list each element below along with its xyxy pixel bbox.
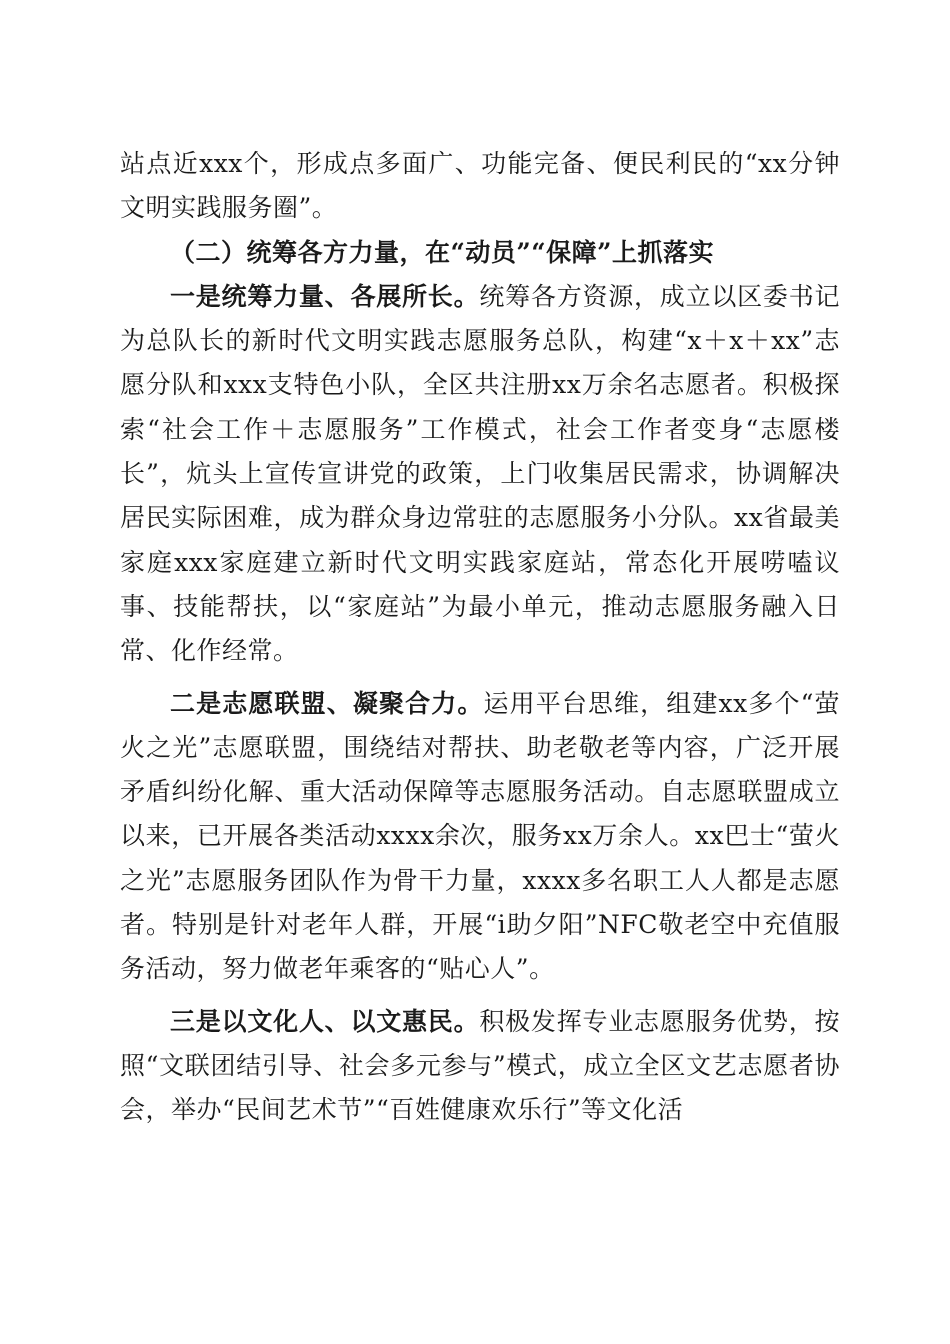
paragraph-3-body: 积极发挥专业志愿服务优势，按照“文联团结引导、社会多元参与”模式，成立全区文艺志愿者协会，举办“民间艺术节”“百姓健康欢乐行”等文化活	[120, 1006, 840, 1125]
document-body	[120, 142, 840, 1133]
section-heading: （二）统筹各方力量，在“动员”“保障”上抓落实	[170, 237, 715, 267]
paragraph-2-body: 运用平台思维，组建xx多个“萤火之光”志愿联盟，围绕结对帮扶、助老敬老等内容，广泛开展矛盾纠纷化解、重大活动保障等志愿服务活动。自志愿联盟成立以来，已开展各类活动xxxx余次，服务xx万余人。xx巴士“萤火之光”志愿服务团队作为骨干力量，xxxx多名职工人人都是志愿者。特别是针对老年人群，开展“i助夕阳”NFC敬老空中充值服务活动，努力做老年乘客的“贴心人”。	[120, 688, 840, 984]
paragraph-2	[120, 682, 840, 992]
paragraph-3-lead: 三是以文化人、以文惠民。	[170, 1006, 480, 1036]
paragraph-1	[120, 275, 840, 674]
paragraph-2-lead: 二是志愿联盟、凝聚合力。	[170, 688, 484, 718]
paragraph-3	[120, 1000, 840, 1133]
paragraph-1-lead: 一是统筹力量、各展所长。	[170, 281, 480, 311]
paragraph-continuation: 站点近xxx个，形成点多面广、功能完备、便民利民的“xx分钟文明实践服务圈”。	[120, 149, 840, 223]
paragraph-1-body: 统筹各方资源，成立以区委书记为总队长的新时代文明实践志愿服务总队，构建“x＋x＋xx”志愿分队和xxx支特色小队，全区共注册xx万余名志愿者。积极探索“社会工作＋志愿服务”工作模式，社会工作者变身“志愿楼长”，炕头上宣传宣讲党的政策，上门收集居民需求，协调解决居民实际困难，成为群众身边常驻的志愿服务小分队。xx省最美家庭xxx家庭建立新时代文明实践家庭站，常态化开展唠嗑议事、技能帮扶，以“家庭站”为最小单元，推动志愿服务融入日常、化作经常。	[120, 281, 840, 666]
